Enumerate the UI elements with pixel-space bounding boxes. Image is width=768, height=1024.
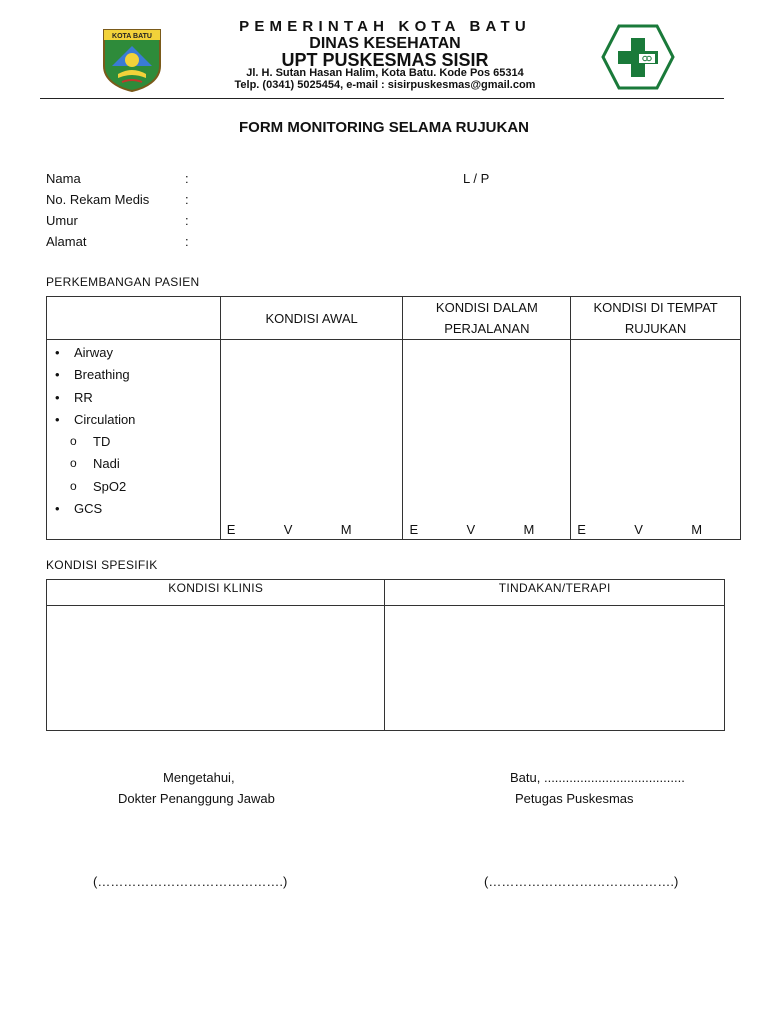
letterhead-institution: UPT PUSKESMAS SISIR	[281, 50, 489, 70]
table-header-row	[47, 580, 725, 606]
bullet-icon: •	[55, 367, 60, 383]
list-item	[55, 409, 220, 431]
letterhead-department: DINAS KESEHATAN	[309, 35, 461, 52]
gcs-v: V	[283, 522, 293, 537]
specific-condition-table	[46, 579, 725, 731]
field-colon: :	[185, 171, 189, 186]
item-nadi: Nadi	[93, 456, 120, 472]
parameter-cell	[47, 340, 221, 540]
circle-bullet-icon: o	[70, 456, 77, 471]
gcs-e: E	[226, 522, 236, 537]
item-gcs: GCS	[74, 501, 103, 517]
list-item	[55, 498, 220, 520]
bullet-icon: •	[55, 389, 60, 405]
tindakan-terapi-cell[interactable]	[385, 606, 725, 731]
field-label-nama: Nama	[46, 171, 81, 186]
header-kondisi-klinis: KONDISI KLINIS	[47, 580, 385, 606]
list-item	[55, 364, 220, 386]
field-label-alamat: Alamat	[46, 234, 87, 249]
header-kondisi-perjalanan: KONDISI DALAM PERJALANAN	[403, 297, 571, 340]
field-label-umur: Umur	[46, 213, 78, 228]
kota-batu-logo	[100, 26, 164, 92]
kondisi-perjalanan-cell[interactable]	[403, 340, 571, 540]
signature-right-role: Petugas Puskesmas	[515, 791, 634, 806]
list-item	[55, 387, 220, 409]
item-breathing: Breathing	[74, 367, 130, 383]
item-rr: RR	[74, 389, 93, 405]
form-title: FORM MONITORING SELAMA RUJUKAN	[239, 119, 529, 136]
circle-bullet-icon: o	[70, 478, 77, 493]
patient-progress-table	[46, 296, 741, 540]
puskesmas-logo	[601, 24, 675, 90]
item-circulation: Circulation	[74, 411, 136, 427]
gcs-e: E	[577, 522, 586, 537]
table-header-row	[47, 297, 741, 340]
bullet-icon: •	[55, 411, 60, 427]
gender-option: L / P	[463, 171, 490, 186]
circle-bullet-icon: o	[70, 434, 77, 449]
field-colon: :	[185, 213, 189, 228]
header-kondisi-awal: KONDISI AWAL	[220, 297, 403, 340]
gcs-v: V	[634, 522, 643, 537]
gcs-e: E	[409, 522, 419, 537]
field-label-rekam-medis: No. Rekam Medis	[46, 192, 150, 207]
header-kondisi-rujukan: KONDISI DI TEMPAT RUJUKAN	[571, 297, 741, 340]
bullet-icon: •	[55, 345, 60, 360]
sub-list-item	[55, 453, 220, 475]
letterhead-address: Jl. H. Sutan Hasan Halim, Kota Batu. Kode Pos 65314	[246, 67, 524, 79]
sub-list-item	[55, 476, 220, 498]
section-label-kondisi-spesifik: KONDISI SPESIFIK	[46, 558, 158, 572]
sub-list-item	[55, 431, 220, 453]
field-colon: :	[185, 234, 189, 249]
letterhead-divider	[40, 98, 724, 99]
field-colon: :	[185, 192, 189, 207]
table-row	[47, 606, 725, 731]
letterhead-government: PEMERINTAH KOTA BATU	[239, 18, 531, 35]
item-spo2: SpO2	[93, 478, 127, 494]
signature-left-heading: Mengetahui,	[163, 770, 235, 785]
gcs-v: V	[466, 522, 476, 537]
left-logo-text: KOTA BATU	[112, 33, 152, 40]
gcs-m: M	[691, 522, 703, 537]
bullet-icon: •	[55, 501, 60, 517]
section-label-perkembangan: PERKEMBANGAN PASIEN	[46, 275, 200, 289]
signature-right-place-date: Batu, .......................................	[510, 770, 685, 785]
table-row	[47, 340, 741, 540]
gcs-m: M	[523, 522, 535, 537]
letterhead-contact: Telp. (0341) 5025454, e-mail : sisirpuskesmas@gmail.com	[234, 79, 536, 91]
item-airway: Airway	[74, 345, 114, 360]
header-parameter	[47, 297, 221, 340]
signature-left-blank: (…………………………………….)	[93, 874, 288, 889]
kondisi-rujukan-cell[interactable]	[571, 340, 741, 540]
item-td: TD	[93, 434, 111, 450]
parameter-list	[47, 340, 220, 520]
signature-right-blank: (…………………………………….)	[484, 874, 679, 889]
kondisi-klinis-cell[interactable]	[47, 606, 385, 731]
signature-left-role: Dokter Penanggung Jawab	[118, 791, 275, 806]
list-item	[55, 342, 220, 364]
kondisi-awal-cell[interactable]	[220, 340, 403, 540]
header-tindakan-terapi: TINDAKAN/TERAPI	[385, 580, 725, 606]
gcs-m: M	[340, 522, 352, 537]
